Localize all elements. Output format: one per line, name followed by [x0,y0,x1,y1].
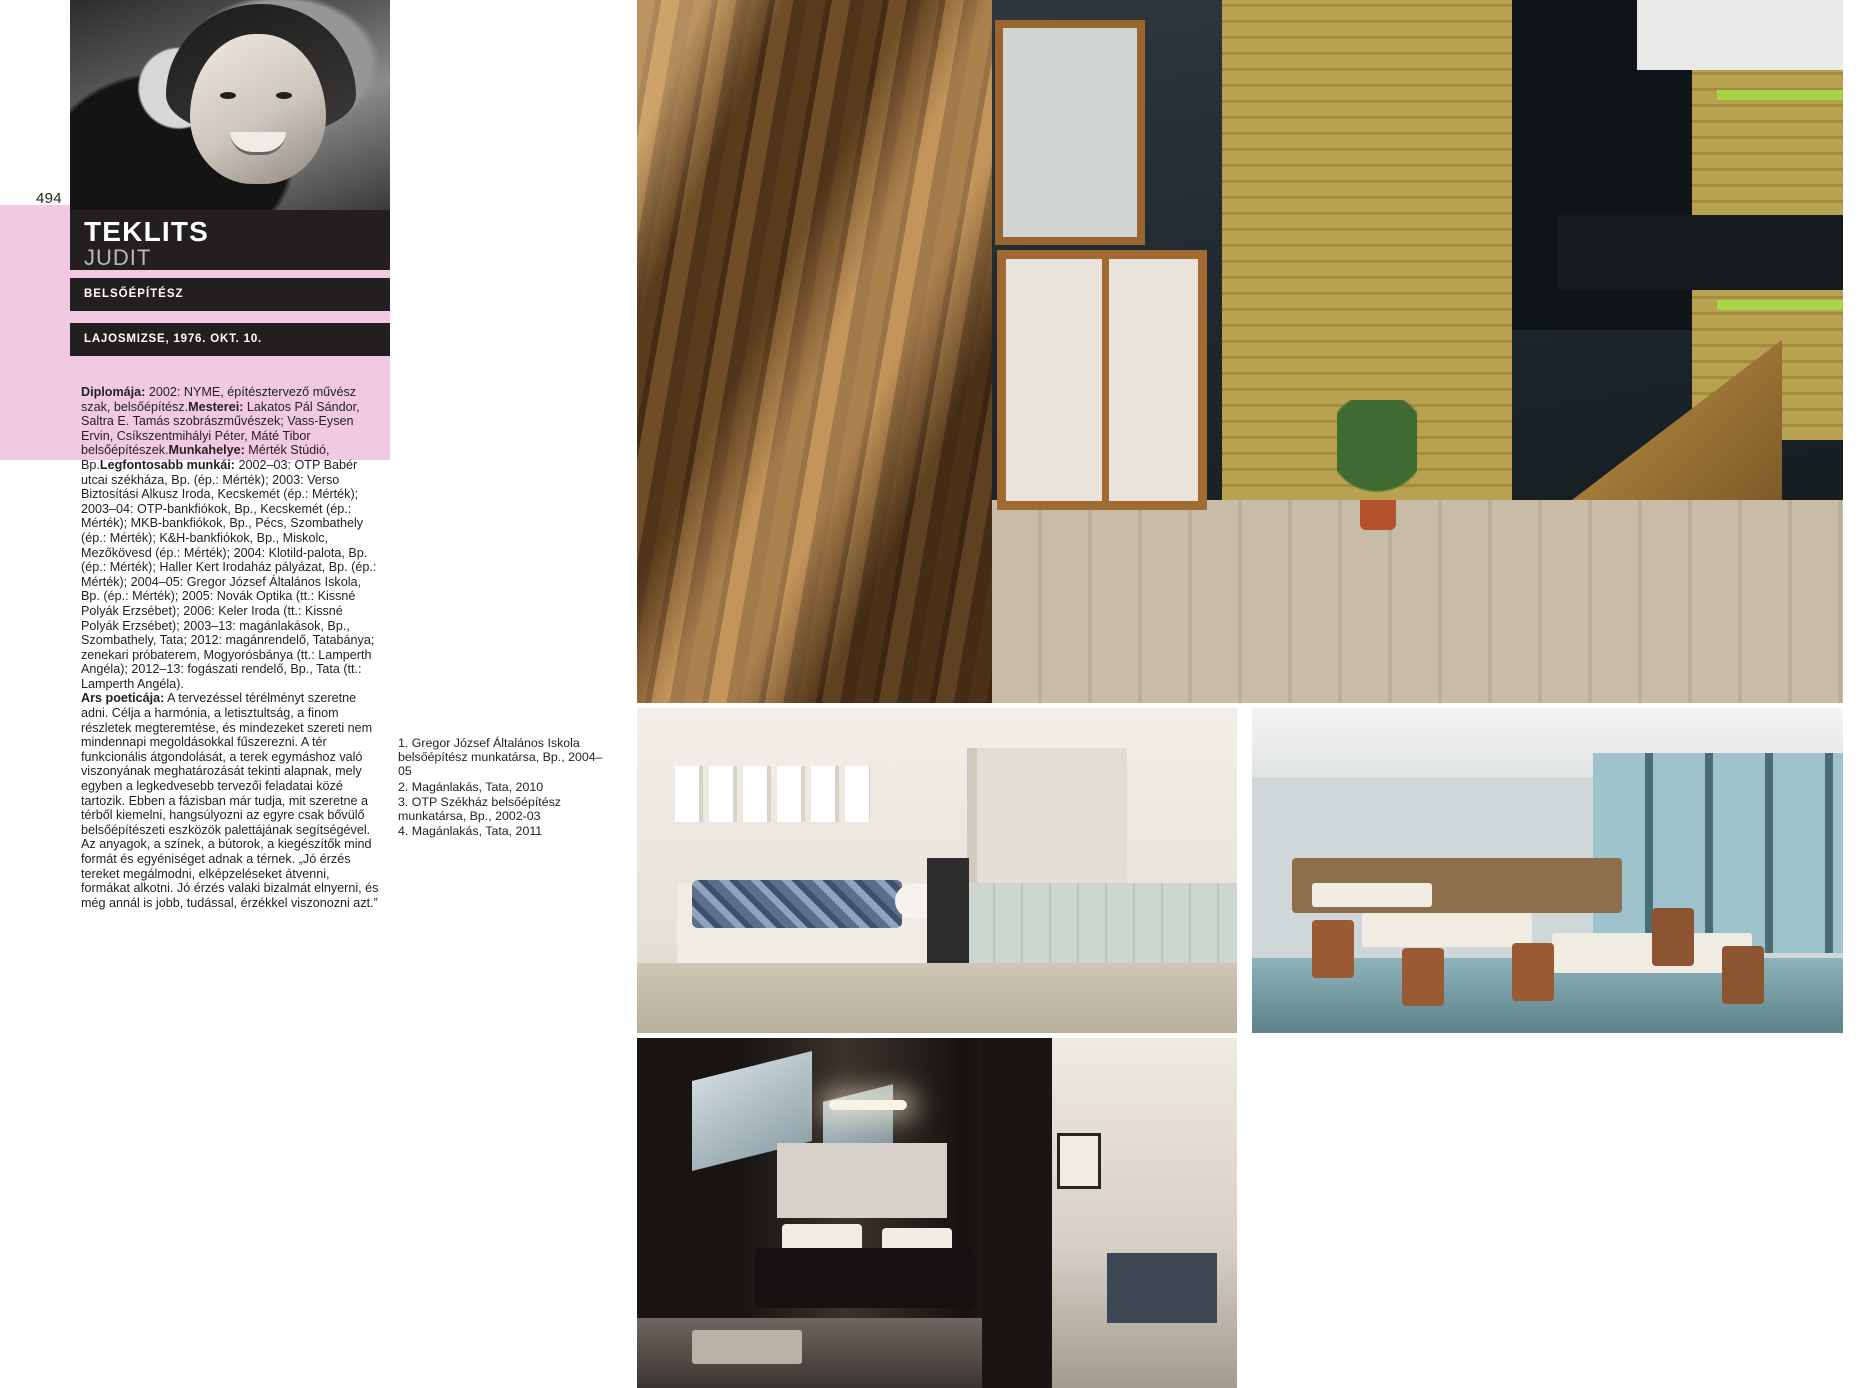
field-label-masters: Mesterei: [188,399,244,414]
first-name: JUDIT [84,245,152,270]
birth-block [70,323,390,356]
field-text-diploma: 2002: NYME, építésztervező művész szak, belsőépítész. [81,385,357,414]
field-label-diploma: Diplomája: [81,385,146,399]
bedroom-photo [637,708,1237,1033]
field-label-works: Legfontosabb munkái: [99,457,235,472]
page-number: 494 [36,190,62,207]
role-label: BELSŐÉPÍTÉSZ [84,288,184,300]
role-block [70,278,390,311]
field-label-workplace: Munkahelye: [168,443,245,458]
birth-label: LAJOSMIZSE, 1976. OKT. 10. [84,333,263,345]
field-text-credo: A tervezéssel térélményt szeretne adni. Célja a harmónia, a letisztultság, a finom részletek megteremtése, és mindezeket szereti nem mindennapi megoldásokkal fűszerezni. A tér funkcionális átgondolását, a terek egymáshoz való viszonyának meghatározását tekinti alapnak, mely egyben a legkedvesebb tervezői feladatai közé tartozik. Ebben a fázisban már tudja, mit szeretne a térből kiemelni, hangsúlyozni az egyre csak bővülő belsőépítészeti eszközök palettájának segítségével. Az anyagok, a színek, a bútorok, a kiegészítők mind formát és egyéniséget adnak a térnek. „Jó érzés tereket megálmodni, elképzeléseket átvenni, formákat alkotni. Jó érzés valaki bizalmát elnyerni, és még annál is jobb, tudással, érzékkel viszonozni azt.” [81,691,379,910]
biography-text [81,385,381,910]
field-text-works: 2002–03: OTP Babér utcai székháza, Bp. (ép.: Mérték); 2003: Verso Biztosítási Alkusz Iroda, Kecskemét (ép.: Mérték); 2003–04: OTP-bankfiókok, Bp., Kecskemét (ép.: Mérték); MKB-bankfiókok, Bp., Pécs, Szombathely (ép.: Mérték); K&H-bankfiókok, Bp., Miskolc, Mezőkövesd (ép.: Mérték); 2004: Klotild-palota, Bp. (ép.: Mérték); Haller Kert Irodaház pályázat, Bp. (ép.: Mérték); 2004–05: Gregor József Általános Iskola, Bp. (ép.: Mérték); 2005: Novák Optika (tt.: Kissné Polyák Erzsébet); 2006: Keler Iroda (tt.: Kissné Polyák Erzsébet); 2003–13: magánlakások, Bp., Szombathely, Tata; 2012: magánrendelő, Tatabánya; zenekari próbaterem, Mogyorósbánya (tt.: Lamperth Angéla); 2012–13: fogászati rendelő, Bp., Tata (tt.: Lamperth Angéla). [81,457,377,691]
field-text-masters: Lakatos Pál Sándor, Saltra E. Tamás szobrászművészek; Vass-Eysen Ervin, Csíkszentmihályi Péter, Máté Tibor belsőépítészek. [81,399,360,458]
field-label-credo: Ars poeticája: [81,691,165,706]
bathroom-corridor-photo [637,1038,1237,1388]
caption-item: 4. Magánlakás, Tata, 2011 [398,824,543,839]
caption-item: 2. Magánlakás, Tata, 2010 [398,779,544,794]
caption-item: 1. Gregor József Általános Iskola belsőépítész munkatársa, Bp., 2004–05 [398,736,603,779]
portrait-photo [70,0,390,210]
office-canteen-photo [1252,708,1843,1033]
last-name: TEKLITS [84,216,210,247]
school-atrium-photo [637,0,1843,703]
bio-paragraph [81,385,381,691]
caption-list [398,736,613,839]
credo-paragraph [81,691,381,910]
name-block [70,210,390,270]
field-text-workplace: Mérték Stúdió, Bp. [81,443,330,472]
caption-item: 3. OTP Székház belsőépítész munkatársa, Bp., 2002-03 [398,794,562,824]
